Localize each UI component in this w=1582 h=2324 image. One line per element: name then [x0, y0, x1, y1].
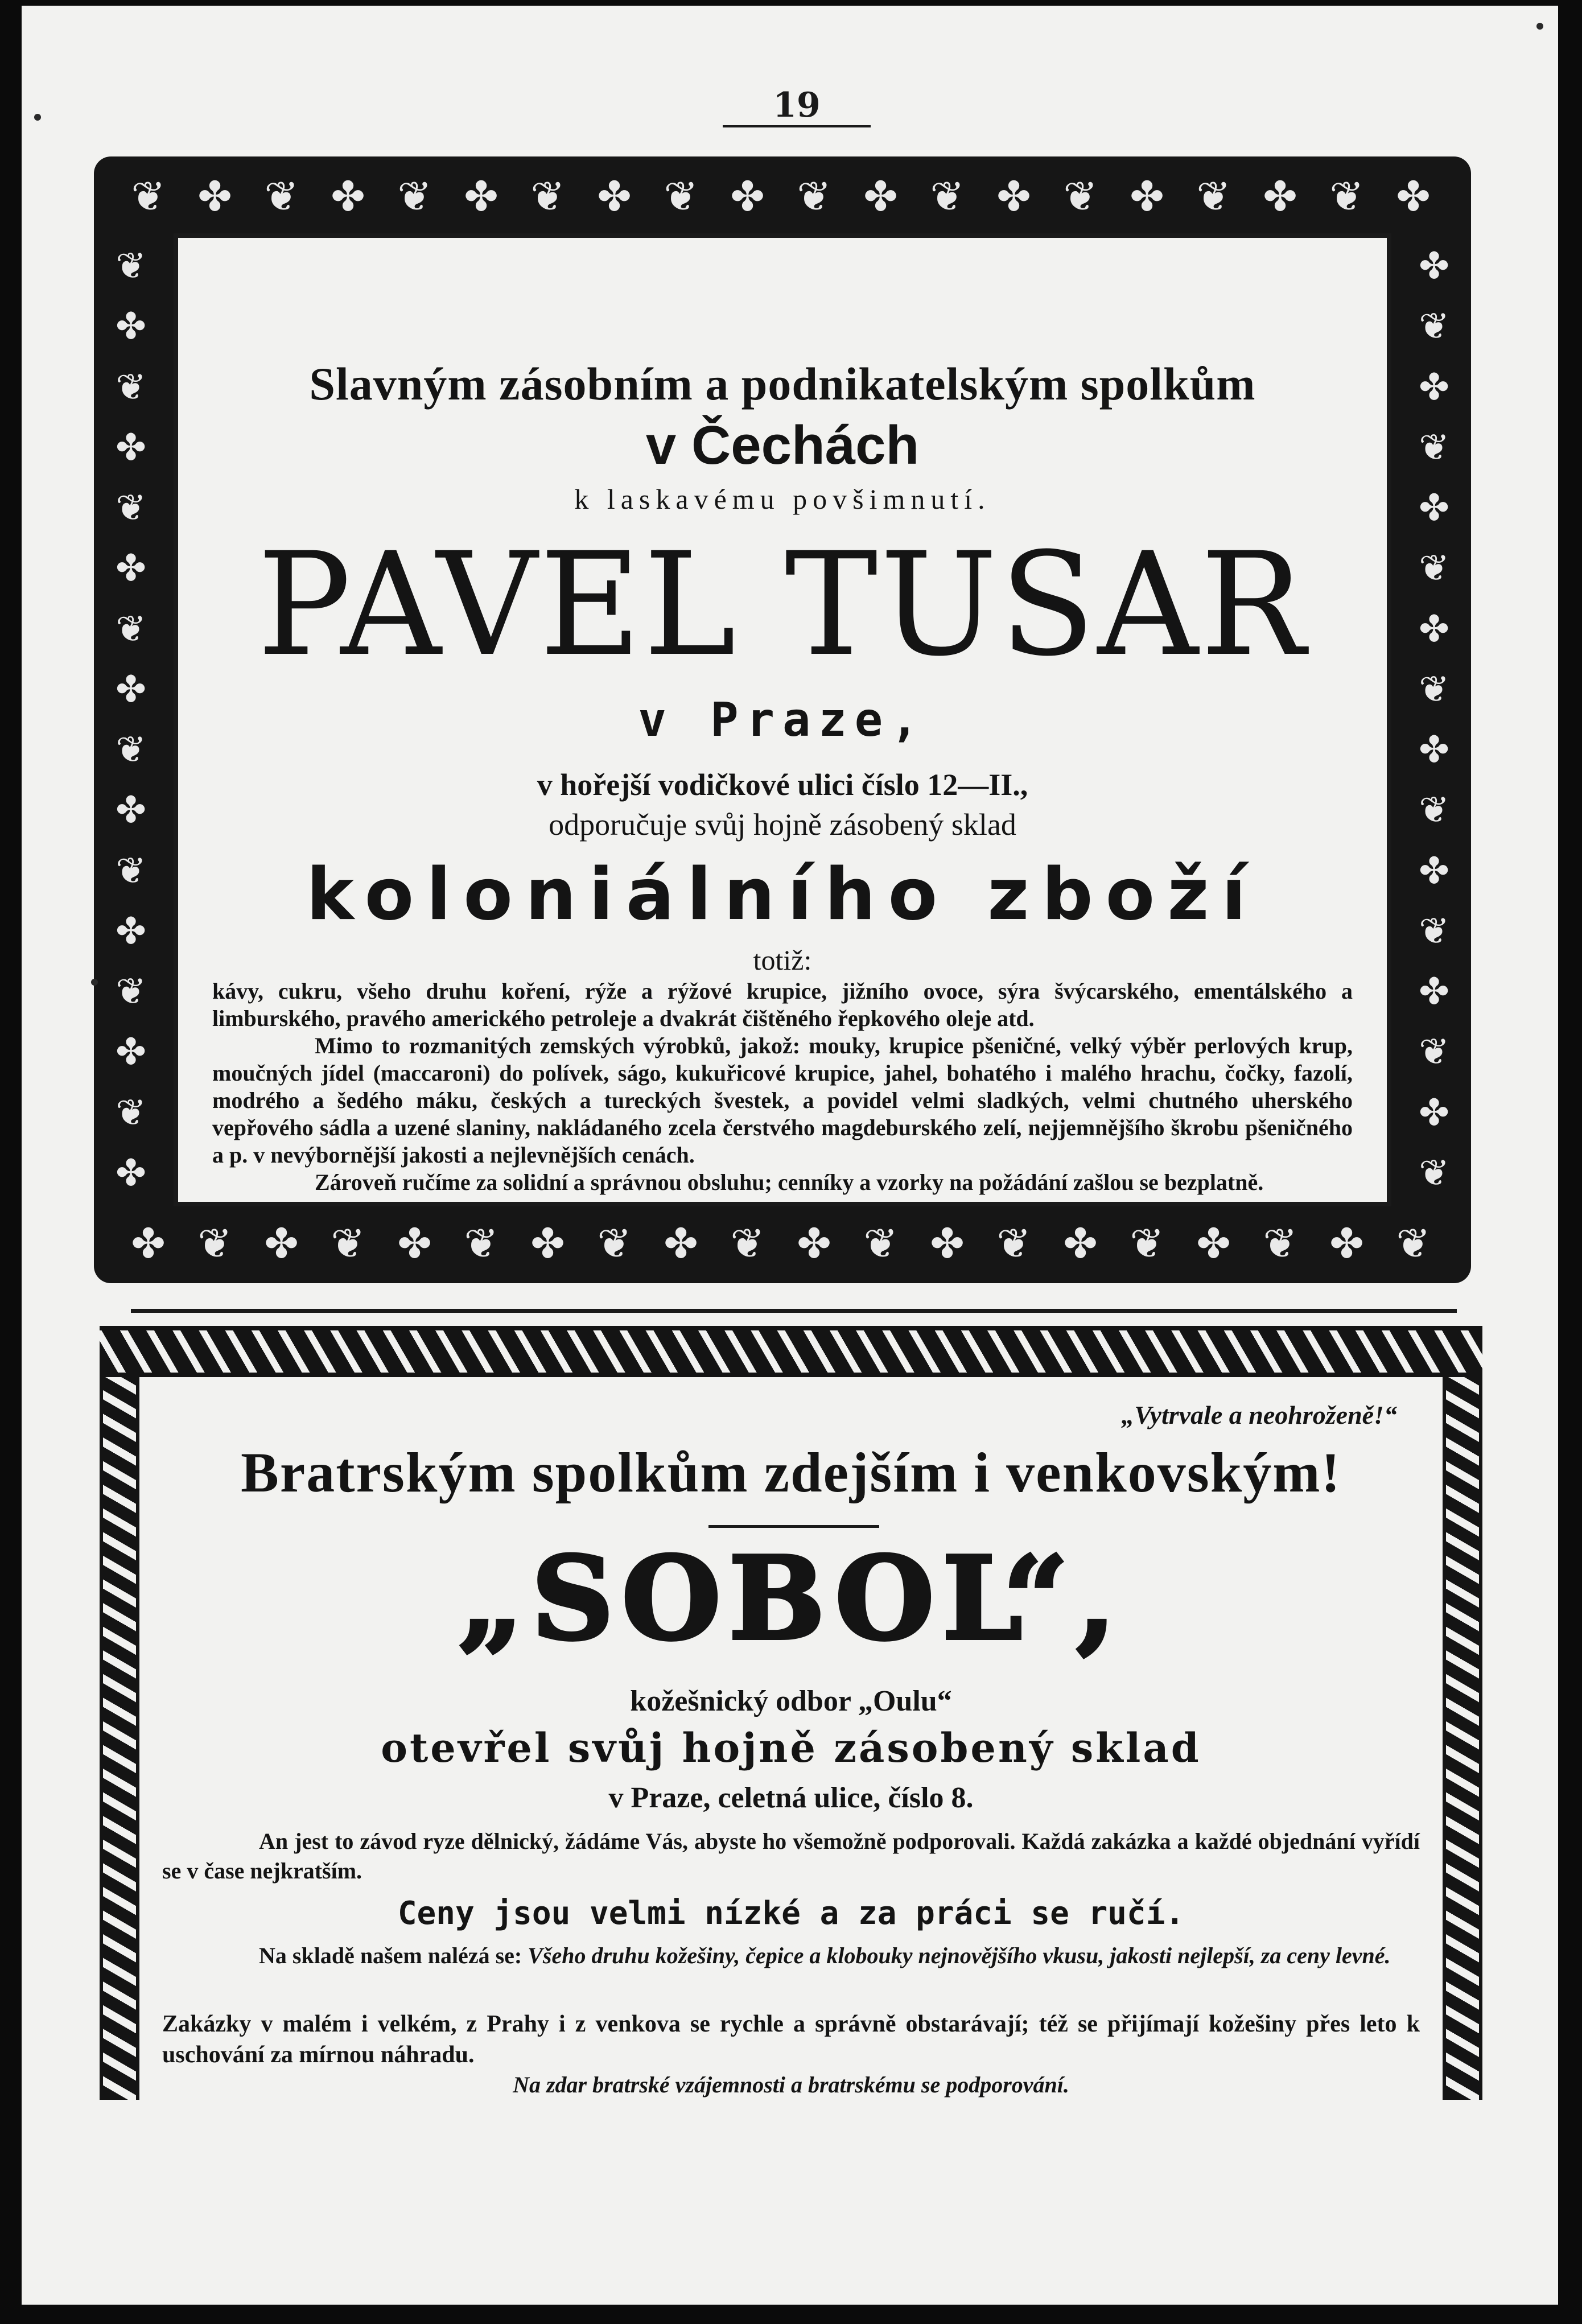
ornament-icon: ✤	[1063, 1219, 1101, 1267]
ornament-icon: ✤	[1130, 172, 1168, 220]
ad1-body	[212, 978, 1353, 1196]
ornament-border-bottom	[117, 1215, 1448, 1272]
ad-divider-rule	[131, 1309, 1457, 1313]
ornament-icon: ❦	[116, 1091, 146, 1134]
ad1-paragraph: kávy, cukru, všeho druhu koření, rýže a rýžové krupice, jižního ovoce, sýra švýcarského, ementálského a limburského, pravého amerického petroleje a dvakrát čištěného řepkového oleje atd.	[212, 978, 1353, 1031]
ad2-short-rule	[708, 1525, 879, 1528]
ornament-icon: ❦	[863, 1219, 901, 1267]
ad1-goods-heading: koloniálního zboží	[306, 852, 1259, 936]
ad1-dedication: Slavným zásobním a podnikatelským spolkům	[309, 358, 1256, 410]
ad-pavel-tusar-frame	[94, 156, 1471, 1283]
ornament-border-right	[1406, 236, 1462, 1204]
ornament-icon: ✤	[1419, 971, 1449, 1013]
ornament-icon: ✤	[1419, 366, 1449, 409]
ornament-icon: ✤	[730, 172, 768, 220]
ornament-icon: ❦	[1396, 1219, 1434, 1267]
ornament-icon: ❦	[397, 172, 435, 220]
ad2-shop-name-text: „SOBOL“,	[458, 1532, 1124, 1666]
ad1-namely: totiž:	[753, 944, 812, 976]
ornament-icon: ❦	[1263, 1219, 1301, 1267]
ornament-icon: ✤	[1419, 608, 1449, 650]
ornament-icon: ❦	[464, 1219, 502, 1267]
ornament-icon: ❦	[116, 729, 146, 772]
ornament-icon: ✤	[1419, 850, 1449, 892]
ornament-icon: ✤	[131, 1219, 169, 1267]
ad-pavel-tusar-content	[178, 238, 1387, 1202]
ornament-icon: ✤	[397, 1219, 435, 1267]
ornament-icon: ✤	[116, 1152, 146, 1194]
ornament-icon: ✤	[1329, 1219, 1367, 1267]
ad2-prices: Ceny jsou velmi nízké a za práci se ručí.	[397, 1895, 1185, 1932]
ad1-attention: k laskavému povšimnutí.	[574, 483, 991, 515]
ad2-stock-lead: Na skladě našem nalézá se:	[259, 1943, 522, 1968]
ornament-icon: ✤	[530, 1219, 568, 1267]
ornament-icon: ✤	[197, 172, 236, 220]
ad-sobol	[162, 1377, 1420, 2100]
ad1-paragraph: Mimo to rozmanitých zemských výrobků, jakož: mouky, krupice pšeničné, velký výběr perlových krup, moučných jídel (maccaroni) do polívek, ságo, kukuřicové krupice, jahel, bohatého i malého hrachu, čočky, fazolí, modrého a šedého máku, českých a tureckých švestek, a povidel velmi sladkých, velmi chutného uherského vepřového sádla a uzené slaniny, nakládaného zcela čerstvého magdeburského zelí, nejjemnějšího škrobu pšeničného a p. v nevýbornější jakosti a nejlevnějších cenách.	[212, 1033, 1353, 1168]
ornament-icon: ✤	[116, 306, 146, 348]
ornament-icon: ❦	[1419, 547, 1449, 590]
ornament-icon: ❦	[1130, 1219, 1168, 1267]
ad2-closing: Na zdar bratrské vzájemnosti a bratrskému se podporování.	[513, 2072, 1069, 2098]
ornament-icon: ✤	[797, 1219, 835, 1267]
ornament-icon: ✤	[996, 172, 1035, 220]
ornament-icon: ❦	[331, 1219, 369, 1267]
ad1-merchant-name: PAVEL TUSAR	[257, 522, 1308, 687]
ornament-border-left	[102, 236, 159, 1204]
rope-border-left	[100, 1377, 139, 2100]
ad2-address: v Praze, celetná ulice, číslo 8.	[608, 1782, 974, 1814]
ornament-icon: ❦	[1329, 172, 1367, 220]
ornament-icon: ❦	[664, 172, 702, 220]
ad2-motto: „Vytrvale a neohroženě!“	[1121, 1400, 1397, 1429]
ornament-icon: ❦	[1419, 668, 1449, 711]
ornament-icon: ❦	[116, 608, 146, 650]
ornament-icon: ❦	[1419, 426, 1449, 469]
ornament-icon: ✤	[264, 1219, 302, 1267]
rope-border-top	[100, 1326, 1482, 1377]
ornament-icon: ❦	[1063, 172, 1101, 220]
ornament-icon: ❦	[1419, 306, 1449, 348]
ad2-headline: Bratrským spolkům zdejším i venkovským!	[241, 1441, 1341, 1504]
page-number: 19	[773, 85, 821, 125]
ornament-icon: ✤	[1196, 1219, 1234, 1267]
ornament-icon: ✤	[116, 668, 146, 711]
ornament-icon: ❦	[530, 172, 568, 220]
ad1-address: v hořejší vodičkové ulici číslo 12—II.,	[537, 768, 1028, 802]
ornament-icon: ✤	[930, 1219, 968, 1267]
ornament-icon: ❦	[116, 487, 146, 530]
ornament-icon: ✤	[464, 172, 502, 220]
ad2-orders: Zakázky v malém i velkém, z Prahy i z venkova se rychle a správně obstarávají; též se přijímají kožešiny přes leto k uschování za mírnou náhradu.	[162, 2011, 1420, 2068]
scan-speck	[34, 114, 41, 121]
ornament-icon: ❦	[116, 245, 146, 288]
ornament-icon: ✤	[116, 426, 146, 469]
ornament-icon: ✤	[597, 172, 635, 220]
ornament-icon: ❦	[930, 172, 968, 220]
ornament-icon: ❦	[730, 1219, 768, 1267]
ornament-border-top	[117, 168, 1448, 225]
ornament-icon: ✤	[1419, 1091, 1449, 1134]
ornament-icon: ✤	[331, 172, 369, 220]
rope-border-right	[1443, 1377, 1482, 2100]
ornament-icon: ❦	[996, 1219, 1035, 1267]
ornament-icon: ✤	[116, 789, 146, 832]
ornament-icon: ❦	[797, 172, 835, 220]
ornament-icon: ✤	[1396, 172, 1434, 220]
ornament-icon: ❦	[1196, 172, 1234, 220]
ornament-icon: ❦	[597, 1219, 635, 1267]
ad2-stock	[162, 1940, 1420, 1971]
ad-sobol-frame	[100, 1326, 1482, 2108]
ornament-icon: ✤	[1419, 487, 1449, 530]
ad-pavel-tusar	[174, 233, 1391, 1206]
ad1-recommend: odporučuje svůj hojně zásobený sklad	[549, 807, 1016, 842]
ad2-stock-items: Všeho druhu kožešiny, čepice a klobouky nejnovějšího vkusu, jakosti nejlepší, za ceny levné.	[528, 1943, 1391, 1968]
ornament-icon: ❦	[1419, 1152, 1449, 1194]
ornament-icon: ✤	[1263, 172, 1301, 220]
ornament-icon: ✤	[1419, 245, 1449, 288]
ornament-icon: ❦	[1419, 789, 1449, 832]
ornament-icon: ❦	[264, 172, 302, 220]
ad1-region: v Čechách	[645, 415, 920, 476]
ornament-icon: ✤	[116, 910, 146, 953]
ad1-paragraph: Zároveň ručíme za solidní a správnou obsluhu; cenníky a vzorky na požádání zašlou se bezplatně.	[315, 1169, 1264, 1195]
scan-speck	[1536, 23, 1543, 30]
ornament-icon: ✤	[116, 547, 146, 590]
ornament-icon: ❦	[131, 172, 169, 220]
ad1-city: v Praze,	[638, 693, 927, 747]
ornament-icon: ❦	[197, 1219, 236, 1267]
ornament-icon: ❦	[1419, 910, 1449, 953]
ad2-department: kožešnický odbor „Oulu“	[630, 1685, 952, 1717]
ornament-icon: ❦	[116, 850, 146, 892]
ornament-icon: ✤	[863, 172, 901, 220]
ad2-shop-name	[162, 1532, 1420, 1666]
ornament-icon: ❦	[116, 971, 146, 1013]
ornament-icon: ✤	[116, 1031, 146, 1074]
ad2-opened: otevřel svůj hojně zásobený sklad	[381, 1724, 1201, 1771]
ad2-appeal: An jest to závod ryze dělnický, žádáme Vás, abyste ho všemožně podporovali. Každá zakázka a každé objednání vyřídí se v čase nejkratším.	[162, 1828, 1420, 1884]
ornament-icon: ✤	[1419, 729, 1449, 772]
ornament-icon: ❦	[1419, 1031, 1449, 1074]
ornament-icon: ✤	[664, 1219, 702, 1267]
page-number-rule	[723, 125, 871, 127]
ornament-icon: ❦	[116, 366, 146, 409]
scan-speck	[91, 979, 98, 986]
